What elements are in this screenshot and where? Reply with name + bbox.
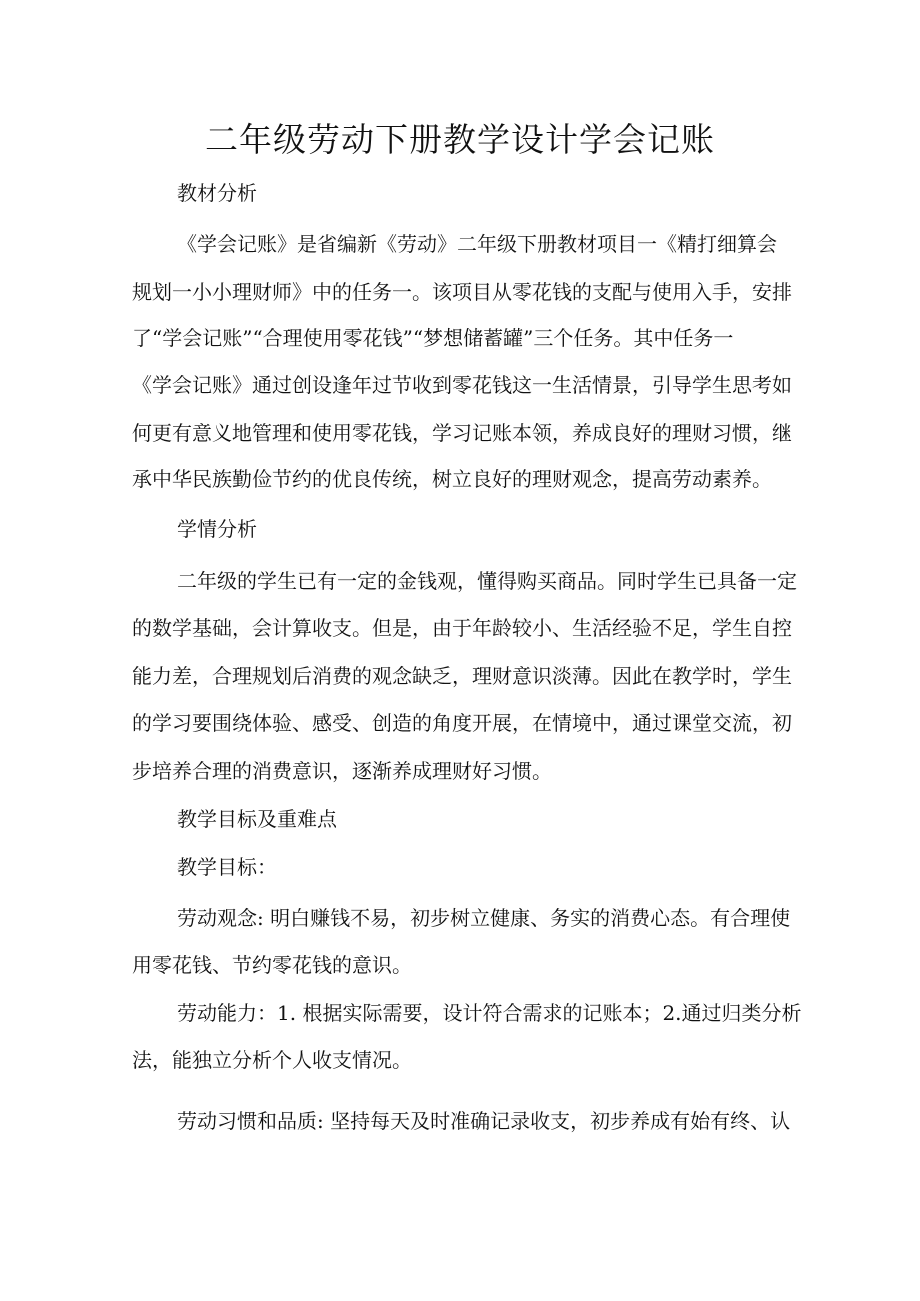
paragraph-line: 劳动习惯和品质: 坚持每天及时准确记录收支，初步养成有始有终、认 xyxy=(177,1109,791,1133)
subheading-goals: 教学目标： xyxy=(177,855,277,879)
paragraph-line: 《学会记账》通过创设逢年过节收到零花钱这一生活情景，引导学生思考如 xyxy=(132,373,792,397)
paragraph-line: 何更有意义地管理和使用零花钱，学习记账本领，养成良好的理财习惯，继 xyxy=(132,421,792,445)
paragraph-line: 的数学基础，会计算收支。但是，由于年龄较小、生活经验不足，学生自控 xyxy=(132,616,792,640)
paragraph-line: 承中华民族勤俭节约的优良传统，树立良好的理财观念，提高劳动素养。 xyxy=(132,467,772,491)
paragraph-line: 二年级的学生已有一定的金钱观，懂得购买商品。同时学生已具备一定 xyxy=(177,569,797,593)
section-heading-goals: 教学目标及重难点 xyxy=(177,807,337,831)
section-heading-material: 教材分析 xyxy=(177,181,257,205)
paragraph-line: 《学会记账》是省编新《劳动》二年级下册教材项目一《精打细算会 xyxy=(177,232,777,256)
paragraph-line: 能力差，合理规划后消费的观念缺乏，理财意识淡薄。因此在教学时，学生 xyxy=(132,664,792,688)
paragraph-line: 的学习要围绕体验、感受、创造的角度开展，在情境中，通过课堂交流，初 xyxy=(132,711,792,735)
document-title: 二年级劳动下册教学设计学会记账 xyxy=(205,120,715,159)
paragraph-line: 劳动能力：1. 根据实际需要，设计符合需求的记账本；2.通过归类分析 xyxy=(177,1001,802,1025)
paragraph-line: 了“学会记账”“合理使用零花钱”“梦想储蓄罐”三个任务。其中任务一 xyxy=(132,326,734,350)
paragraph-line: 劳动观念: 明白赚钱不易，初步树立健康、务实的消费心态。有合理使 xyxy=(177,906,791,930)
section-heading-student: 学情分析 xyxy=(177,517,257,541)
paragraph-line: 法，能独立分析个人收支情况。 xyxy=(132,1048,412,1072)
paragraph-line: 规划一小小理财师》中的任务一。该项目从零花钱的支配与使用入手，安排 xyxy=(132,280,792,304)
paragraph-line: 步培养合理的消费意识，逐渐养成理财好习惯。 xyxy=(132,759,552,783)
paragraph-line: 用零花钱、节约零花钱的意识。 xyxy=(132,953,412,977)
